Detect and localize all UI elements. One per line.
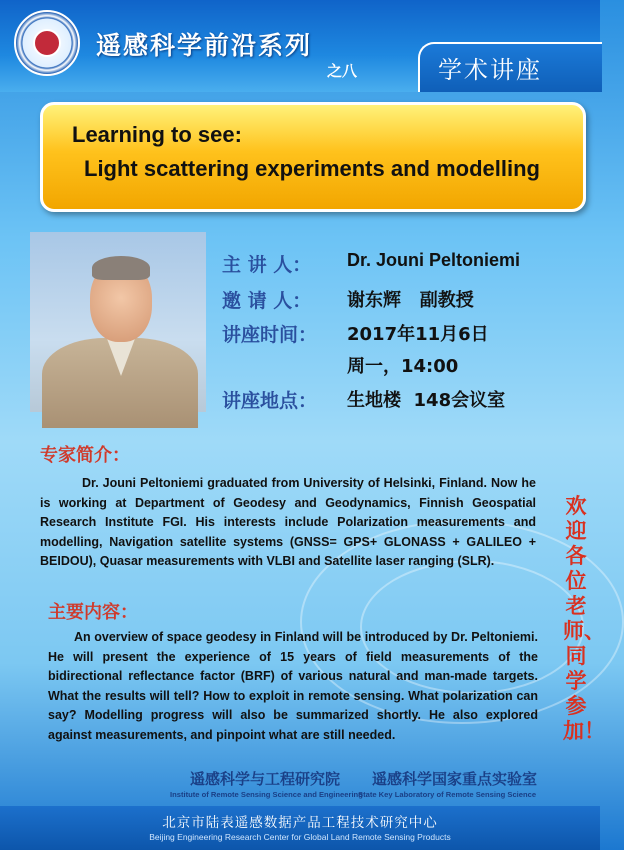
bio-text: Dr. Jouni Peltoniemi graduated from University of Helsinki, Finland. Now he is working at Department of Geodesy and Geodynamics, Finnish Geospatial Research Institute FGI. His interests include Polarization measurements and modelling, Navigation satellite systems (GNSS= GPS+ GLONASS + GALILEO + BEIDOU), Quasar measurements with VLBI and Satellite laser ranging (SLR). <box>40 476 536 568</box>
series-title: 遥感科学前沿系列 <box>96 31 313 60</box>
speaker-label: 主 讲 人： <box>222 254 312 276</box>
institute-name-english: Institute of Remote Sensing Science and Engineering <box>170 790 363 799</box>
laboratory-name-english: State Key Laboratory of Remote Sensing Science <box>358 790 537 799</box>
time-label: 讲座时间： <box>222 324 318 346</box>
host-name: 谢东辉 副教授 <box>347 290 474 311</box>
research-center-name-english: Beijing Engineering Research Center for Global Land Remote Sensing Products <box>149 832 451 842</box>
university-logo-emblem <box>33 29 61 57</box>
content-heading: 主要内容： <box>48 602 138 623</box>
lecture-title-line2: Light scattering experiments and modelling <box>84 156 540 181</box>
lecture-venue: 生地楼 148会议室 <box>347 390 506 411</box>
lecture-type: 学术讲座 <box>438 56 542 84</box>
lecture-title-line1: Learning to see: <box>72 122 242 147</box>
content-text: An overview of space geodesy in Finland will be introduced by Dr. Peltoniemi. He will present the experience of 15 years of field measurements of the bidirectional reflectance factor (BRF) of various natural and man-made targets. What the results will tell? How to exploit in remote sensing. What polarization can say? Modelling progress will also be summarized shortly. He also explored against measurements, and pinpoint what are still needed. <box>48 630 538 742</box>
venue-label: 讲座地点： <box>222 390 318 412</box>
lecture-date: 2017年11月6日 <box>347 324 489 345</box>
institute-name: 遥感科学与工程研究院 <box>190 770 341 788</box>
research-center-name: 北京市陆表遥感数据产品工程技术研究中心 <box>162 815 438 831</box>
series-number: 之八 <box>327 62 358 80</box>
host-label: 邀 请 人： <box>222 290 312 312</box>
welcome-message: 欢迎各位老师、同学参加！ <box>563 494 605 743</box>
lecture-day-time: 周一，14:00 <box>347 356 459 377</box>
speaker-photo <box>30 232 206 412</box>
bio-heading: 专家简介： <box>40 445 130 466</box>
speaker-name: Dr. Jouni Peltoniemi <box>347 250 521 270</box>
photo-hair <box>92 256 150 280</box>
laboratory-name: 遥感科学国家重点实验室 <box>372 770 538 788</box>
